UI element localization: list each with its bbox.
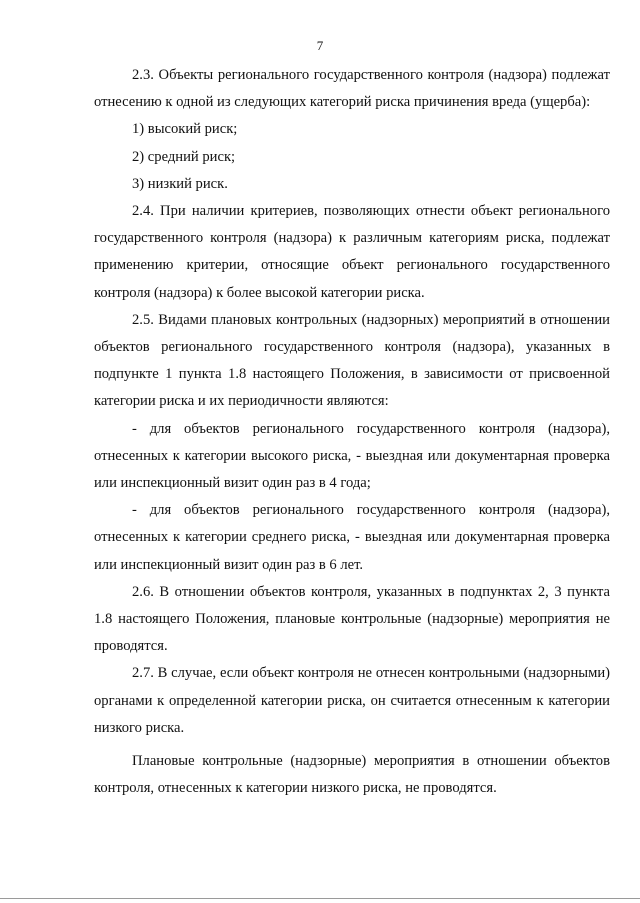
paragraph-2-3: 2.3. Объекты регионального государственного контроля (надзора) подлежат отнесению к одной из следующих категорий риска причинения вреда (ущерба): [94,67,610,111]
paragraph-2-4: 2.4. При наличии критериев, позволяющих отнести объект регионального государственного контроля (надзора) к различным категориям риска, подлежат применению критерии, относящие объект регионального государственного контроля (надзора) к более высокой категории риска. [94,203,610,301]
paragraph-high-risk-inspection: - для объектов регионального государственного контроля (надзора), отнесенных к категории высокого риска, - выездная или документарная проверка или инспекционный визит один раз в 4 года; [94,420,610,492]
paragraph-2-5: 2.5. Видами плановых контрольных (надзорных) мероприятий в отношении объектов регионального государственного контроля (надзора), указанных в подпункте 1 пункта 1.8 настоящего Положения, в зависимости от присвоенной категории риска и их периодичности являются: [94,311,610,410]
paragraph-2-7: 2.7. В случае, если объект контроля не отнесен контрольными (надзорными) органами к определенной категории риска, он считается отнесенным к категории низкого риска. [94,665,610,736]
list-item-medium-risk: 2) средний риск; [132,148,236,165]
paragraph-low-risk-note: Плановые контрольные (надзорные) мероприятия в отношении объектов контроля, отнесенных к категории низкого риска, не проводятся. [94,753,610,797]
document-body [94,62,610,802]
paragraph-medium-risk-inspection: - для объектов регионального государственного контроля (надзора), отнесенных к категории среднего риска, - выездная или документарная проверка или инспекционный визит один раз в 6 лет. [94,502,610,573]
list-item-low-risk: 3) низкий риск. [132,175,228,192]
page-bottom-edge [0,898,640,899]
list-item-high-risk: 1) высокий риск; [132,121,238,138]
paragraph-2-6: 2.6. В отношении объектов контроля, указанных в подпунктах 2, 3 пункта 1.8 настоящего Положения, плановые контрольные (надзорные) мероприятия не проводятся. [94,583,610,655]
page-number: 7 [316,38,324,53]
